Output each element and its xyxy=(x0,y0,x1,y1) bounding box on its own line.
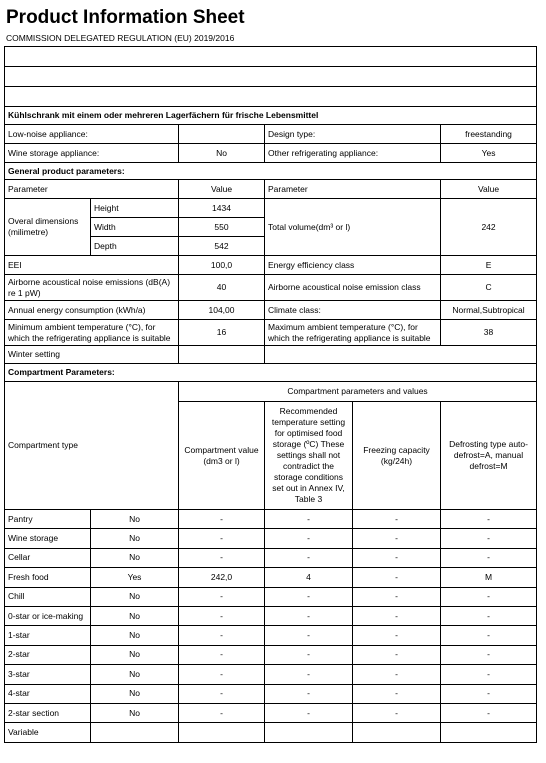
compartment-temp: - xyxy=(265,703,353,722)
compartment-name: 2-star xyxy=(5,645,91,664)
compartment-present: No xyxy=(91,587,179,606)
compartment-defrost xyxy=(441,723,537,742)
compartment-heading: Compartment Parameters: xyxy=(5,364,537,382)
compartment-name: 4-star xyxy=(5,684,91,703)
climate-class-label: Climate class: xyxy=(265,301,441,320)
width-label: Width xyxy=(91,218,179,237)
compartment-present: No xyxy=(91,645,179,664)
compartment-present: No xyxy=(91,684,179,703)
table-row xyxy=(5,645,537,664)
dimensions-label: Overal dimensions (milimetre) xyxy=(5,199,91,256)
table-row xyxy=(5,548,537,567)
compartment-temp: - xyxy=(265,529,353,548)
ee-class-label: Energy efficiency class xyxy=(265,256,441,275)
compartment-volume: - xyxy=(179,665,265,684)
other-refrigerating-label: Other refrigerating appliance: xyxy=(265,144,441,163)
noise-value: 40 xyxy=(179,275,265,301)
total-volume-value: 242 xyxy=(441,199,537,256)
empty-cell xyxy=(265,346,537,364)
compartment-temp: - xyxy=(265,548,353,567)
low-noise-value xyxy=(179,125,265,144)
compartment-present: No xyxy=(91,626,179,645)
design-type-label: Design type: xyxy=(265,125,441,144)
general-row xyxy=(5,301,537,320)
compartment-name: Variable xyxy=(5,723,91,742)
top-row xyxy=(5,125,537,144)
ee-class-value: E xyxy=(441,256,537,275)
col-value: Value xyxy=(179,180,265,199)
blank-row xyxy=(5,47,537,67)
compartment-freezing: - xyxy=(353,606,441,625)
noise-class-label: Airborne acoustical noise emission class xyxy=(265,275,441,301)
compartment-freezing: - xyxy=(353,645,441,664)
annual-energy-label: Annual energy consumption (kWh/a) xyxy=(5,301,179,320)
compartment-freezing: - xyxy=(353,665,441,684)
table-row xyxy=(5,684,537,703)
compartment-defrost: - xyxy=(441,703,537,722)
compartment-temp: - xyxy=(265,665,353,684)
compartment-defrost: - xyxy=(441,645,537,664)
compartment-temp: - xyxy=(265,587,353,606)
depth-value: 542 xyxy=(179,237,265,256)
depth-label: Depth xyxy=(91,237,179,256)
compartment-name: Wine storage xyxy=(5,529,91,548)
winter-setting-label: Winter setting xyxy=(5,346,179,364)
max-temp-value: 38 xyxy=(441,320,537,346)
annual-energy-value: 104,00 xyxy=(179,301,265,320)
compartment-rows xyxy=(5,510,537,743)
compartment-name: Pantry xyxy=(5,510,91,529)
compartment-temp: 4 xyxy=(265,568,353,587)
compartment-present xyxy=(91,723,179,742)
compartment-volume xyxy=(179,723,265,742)
max-temp-label: Maximum ambient temperature (°C), for which the refrigerating appliance is suitable xyxy=(265,320,441,346)
compartment-temp: - xyxy=(265,606,353,625)
compartment-volume: - xyxy=(179,606,265,625)
model-heading-row xyxy=(5,107,537,125)
info-table xyxy=(4,46,537,743)
compartment-present: No xyxy=(91,529,179,548)
col-parameter: Parameter xyxy=(5,180,179,199)
noise-label: Airborne acoustical noise emissions (dB(A) re 1 pW) xyxy=(5,275,179,301)
col-parameter: Parameter xyxy=(265,180,441,199)
compartment-defrost: - xyxy=(441,510,537,529)
compartment-present: Yes xyxy=(91,568,179,587)
compartment-name: 1-star xyxy=(5,626,91,645)
compartment-present: No xyxy=(91,665,179,684)
compartment-freezing: - xyxy=(353,548,441,567)
design-type-value: freestanding xyxy=(441,125,537,144)
table-row xyxy=(5,723,537,742)
blank-row xyxy=(5,87,537,107)
compartment-temp: - xyxy=(265,510,353,529)
compartment-volume: - xyxy=(179,510,265,529)
compartment-present: No xyxy=(91,510,179,529)
table-row xyxy=(5,587,537,606)
compartment-defrost: M xyxy=(441,568,537,587)
col-value: Value xyxy=(441,180,537,199)
compartment-temp: - xyxy=(265,684,353,703)
compartment-defrost: - xyxy=(441,606,537,625)
compartment-temp: - xyxy=(265,645,353,664)
regulation-subtitle: COMMISSION DELEGATED REGULATION (EU) 2019/2016 xyxy=(6,33,235,43)
compartment-freezing: - xyxy=(353,510,441,529)
compartment-volume: 242,0 xyxy=(179,568,265,587)
compartment-name: Chill xyxy=(5,587,91,606)
width-value: 550 xyxy=(179,218,265,237)
compartment-defrost: - xyxy=(441,665,537,684)
col-recommended-temp: Recommended temperature setting for optimised food storage (ºC) These settings shall not contradict the storage conditions set out in Annex IV, Table 3 xyxy=(265,402,353,510)
general-row xyxy=(5,256,537,275)
table-row xyxy=(5,703,537,722)
compartment-present: No xyxy=(91,703,179,722)
general-header-row xyxy=(5,180,537,199)
eei-label: EEI xyxy=(5,256,179,275)
col-freezing-capacity: Freezing capacity (kg/24h) xyxy=(353,402,441,510)
compartment-defrost: - xyxy=(441,684,537,703)
table-row xyxy=(5,568,537,587)
compartment-volume: - xyxy=(179,645,265,664)
compartment-volume: - xyxy=(179,548,265,567)
compartment-freezing: - xyxy=(353,568,441,587)
compartment-volume: - xyxy=(179,587,265,606)
eei-value: 100,0 xyxy=(179,256,265,275)
compartment-group-row xyxy=(5,382,537,402)
climate-class-value: Normal,Subtropical xyxy=(441,301,537,320)
table-row xyxy=(5,606,537,625)
col-compartment-volume: Compartment value (dm3 or l) xyxy=(179,402,265,510)
general-row xyxy=(5,275,537,301)
general-row xyxy=(5,346,537,364)
total-volume-label: Total volume(dm³ or l) xyxy=(265,199,441,256)
model-heading: Kühlschrank mit einem oder mehreren Lagerfächern für frische Lebensmittel xyxy=(5,107,537,125)
compartment-present: No xyxy=(91,606,179,625)
compartment-freezing: - xyxy=(353,684,441,703)
table-row xyxy=(5,626,537,645)
compartment-volume: - xyxy=(179,529,265,548)
compartment-group-label: Compartment parameters and values xyxy=(179,382,537,402)
general-heading-row xyxy=(5,163,537,180)
other-refrigerating-value: Yes xyxy=(441,144,537,163)
compartment-temp: - xyxy=(265,626,353,645)
compartment-freezing: - xyxy=(353,529,441,548)
compartment-freezing: - xyxy=(353,626,441,645)
product-information-sheet xyxy=(4,6,536,743)
compartment-volume: - xyxy=(179,626,265,645)
compartment-freezing xyxy=(353,723,441,742)
height-value: 1434 xyxy=(179,199,265,218)
compartment-name: Cellar xyxy=(5,548,91,567)
min-temp-label: Minimum ambient temperature (°C), for which the refrigerating appliance is suitable xyxy=(5,320,179,346)
compartment-defrost: - xyxy=(441,529,537,548)
compartment-name: Fresh food xyxy=(5,568,91,587)
compartment-name: 2-star section xyxy=(5,703,91,722)
top-row xyxy=(5,144,537,163)
compartment-volume: - xyxy=(179,703,265,722)
min-temp-value: 16 xyxy=(179,320,265,346)
compartment-freezing: - xyxy=(353,587,441,606)
dimension-row xyxy=(5,199,537,218)
compartment-name: 3-star xyxy=(5,665,91,684)
compartment-type-label: Compartment type xyxy=(5,382,179,510)
table-row xyxy=(5,529,537,548)
compartment-freezing: - xyxy=(353,703,441,722)
compartment-volume: - xyxy=(179,684,265,703)
wine-storage-label: Wine storage appliance: xyxy=(5,144,179,163)
compartment-heading-row xyxy=(5,364,537,382)
compartment-defrost: - xyxy=(441,548,537,567)
table-row xyxy=(5,665,537,684)
compartment-present: No xyxy=(91,548,179,567)
height-label: Height xyxy=(91,199,179,218)
compartment-temp xyxy=(265,723,353,742)
winter-setting-value xyxy=(179,346,265,364)
col-defrost-type: Defrosting type auto-defrost=A, manual defrost=M xyxy=(441,402,537,510)
low-noise-label: Low-noise appliance: xyxy=(5,125,179,144)
table-row xyxy=(5,510,537,529)
compartment-defrost: - xyxy=(441,587,537,606)
general-row xyxy=(5,320,537,346)
wine-storage-value: No xyxy=(179,144,265,163)
compartment-name: 0-star or ice-making xyxy=(5,606,91,625)
page-title: Product Information Sheet xyxy=(6,7,245,28)
compartment-defrost: - xyxy=(441,626,537,645)
blank-row xyxy=(5,67,537,87)
noise-class-value: C xyxy=(441,275,537,301)
general-heading: General product parameters: xyxy=(5,163,537,180)
